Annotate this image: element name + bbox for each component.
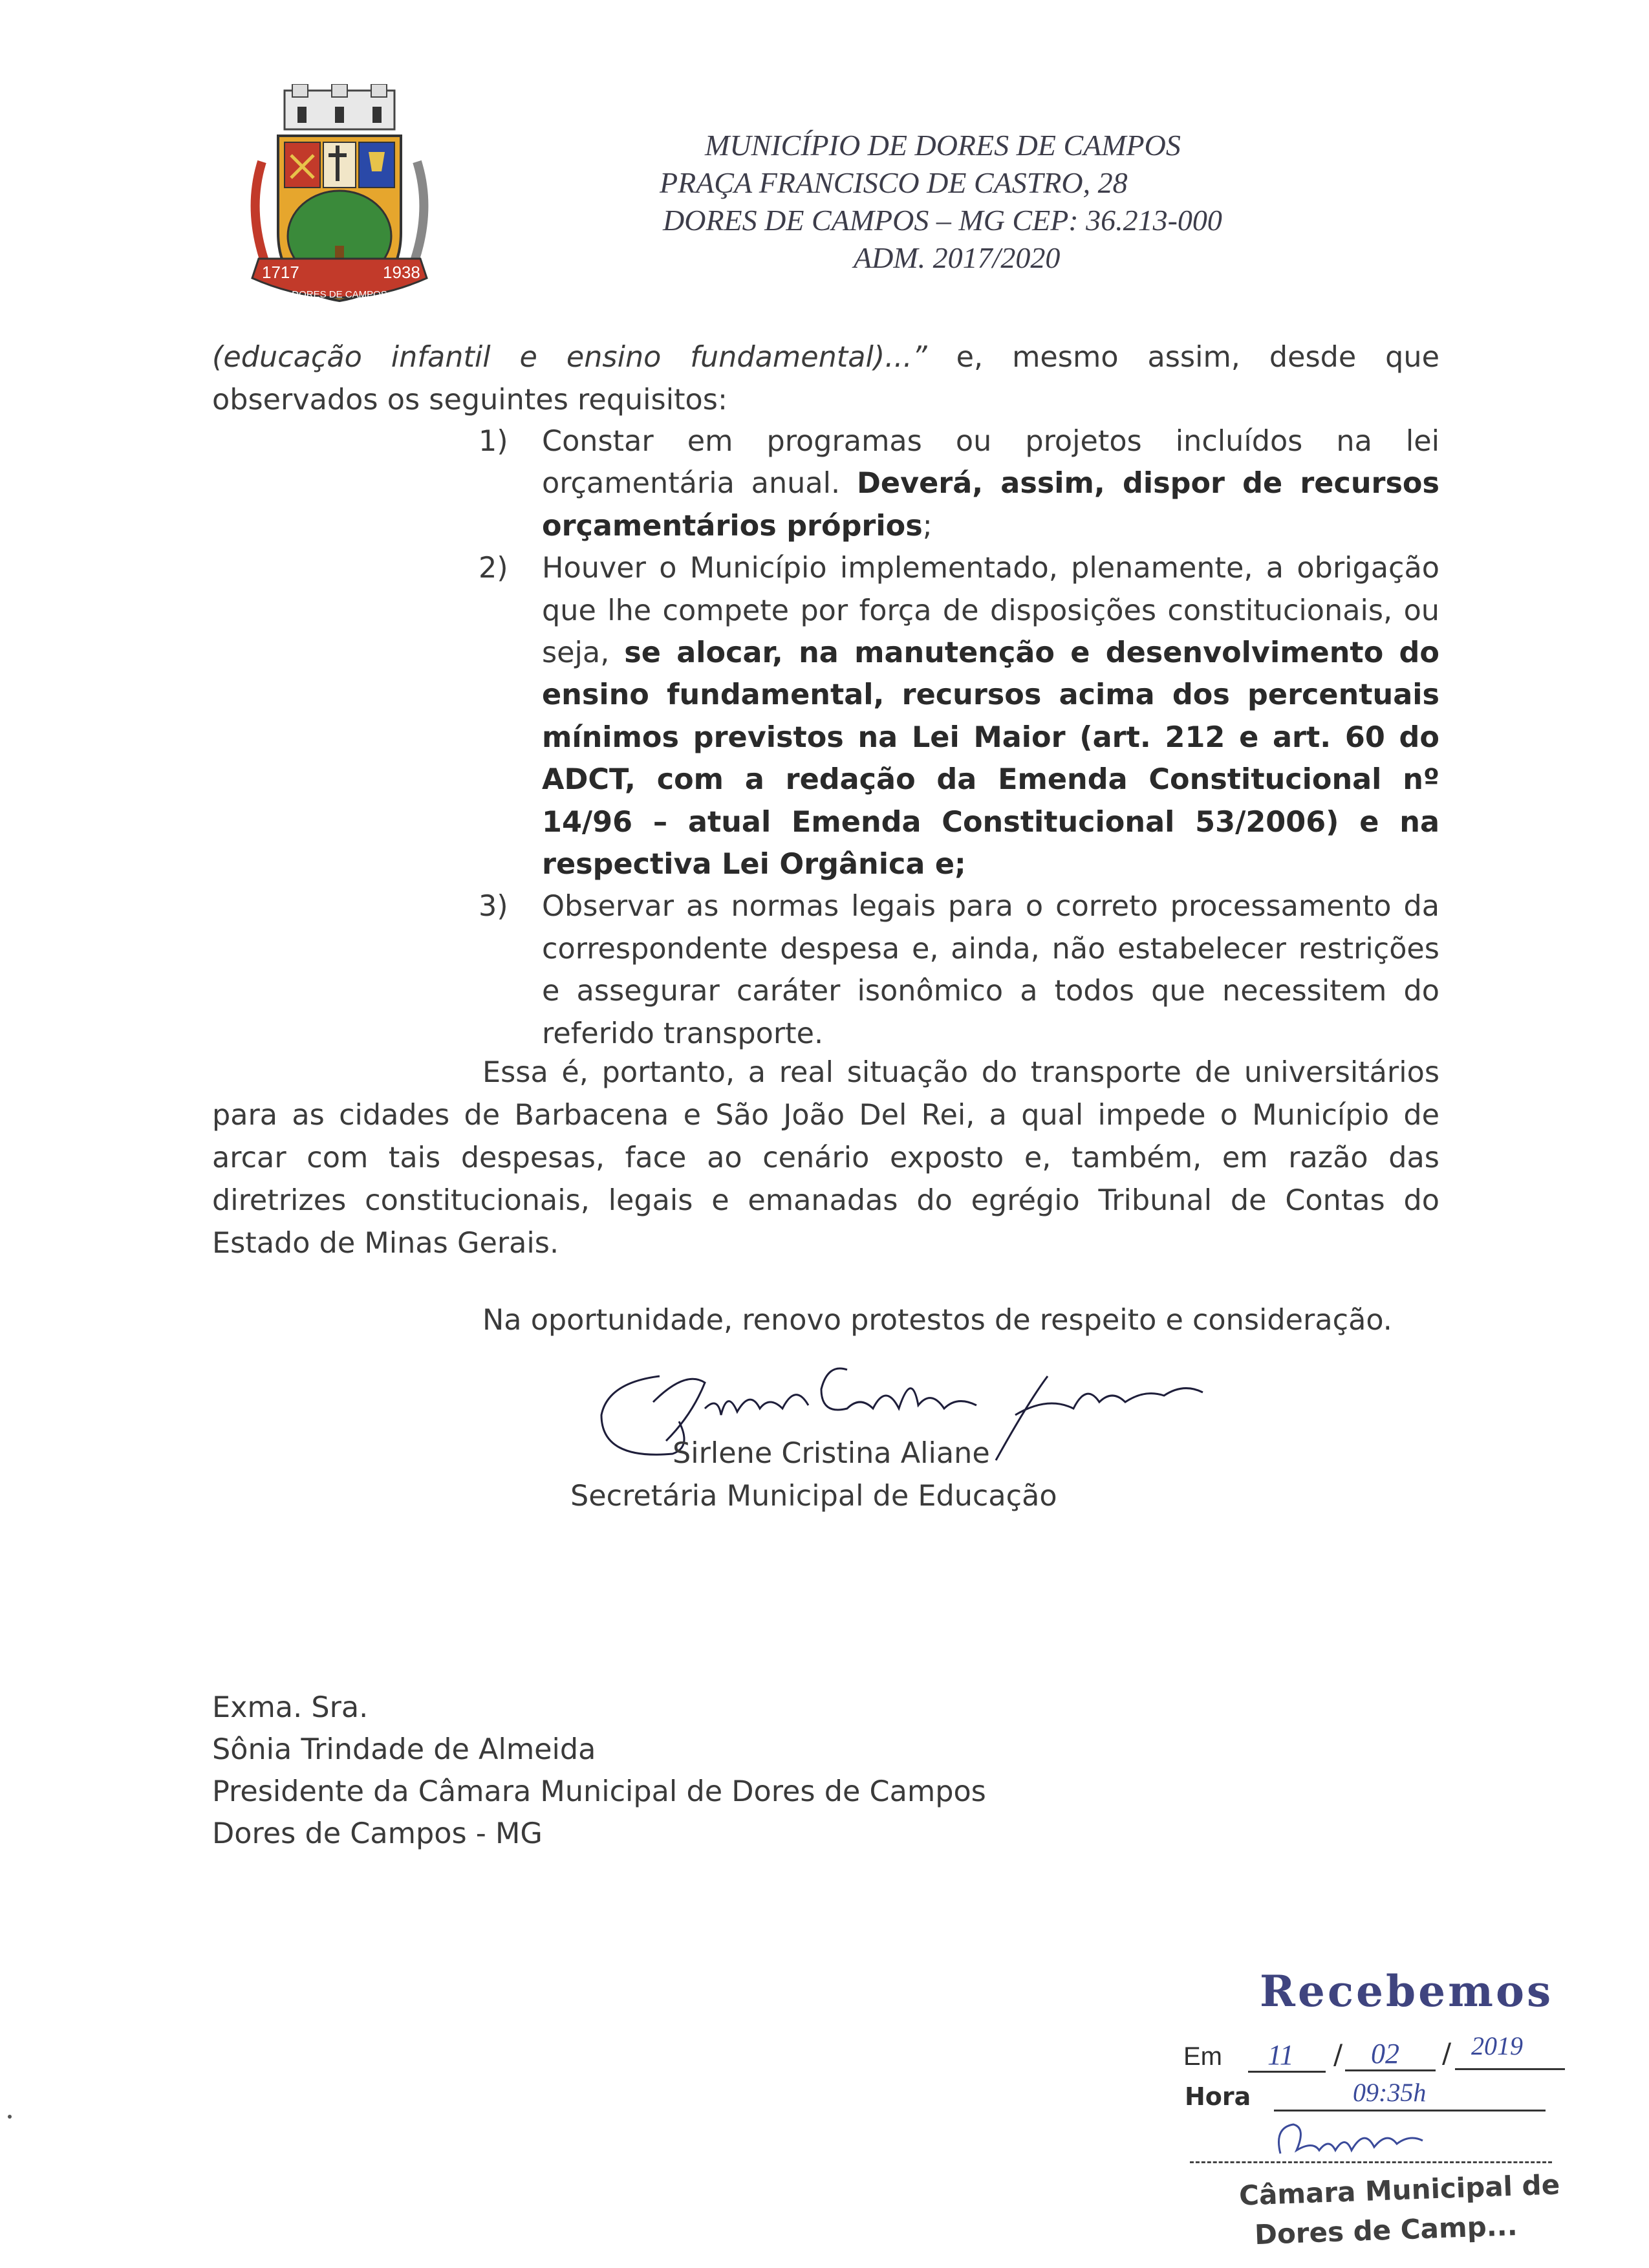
list-item-text: Houver o Município implementado, plenamente, a obrigação que lhe compete por força de disposições constitucionais, ou seja,: [542, 552, 1439, 670]
body-line-2: para as cidades de Barbacena e São João Del Rei, a qual impede o Município de: [212, 1099, 1439, 1132]
stamp-date-separator: /: [1333, 2038, 1343, 2070]
body-line-3: arcar com tais despesas, face ao cenário exposto e, também, em razão das: [212, 1141, 1439, 1174]
intro-line-1: [212, 336, 1439, 379]
stamp-org-line-1: Câmara Municipal de: [1238, 2168, 1560, 2212]
closing-sentence: Na oportunidade, renovo protestos de respeito e consideração.: [482, 1304, 1392, 1337]
list-item-text: Constar em programas ou projetos incluídos na lei orçamentária anual.: [542, 425, 1439, 501]
scan-speck: [8, 2115, 12, 2119]
received-stamp: [1183, 1966, 1617, 2263]
signatory-name: Sirlene Cristina Aliane: [673, 1437, 990, 1470]
addressee-salutation: Exma. Sra.: [212, 1691, 369, 1724]
list-item-bold: Deverá, assim, dispor de recursos orçamentários próprios: [542, 467, 1439, 543]
requirements-list: [466, 420, 1439, 1055]
stamp-hora: 09:35h: [1353, 2078, 1427, 2107]
list-item-bold: se alocar, na manutenção e desenvolvimento do ensino fundamental, recursos acima dos percentuais mínimos previstos na Lei Maior (art. 212 e art. 60 do ADCT, com a redação da Emenda Constitucional nº 14/96 – atual Emenda Constitucional 53/2006) e na respectiva Lei Orgânica e;: [542, 636, 1439, 881]
addressee-name: Sônia Trindade de Almeida: [212, 1733, 596, 1766]
stamp-month: 02: [1371, 2038, 1399, 2069]
addressee-title: Presidente da Câmara Municipal de Dores de Campos: [212, 1775, 986, 1808]
coat-year-right: 1938: [383, 263, 420, 282]
letterhead-line-2: PRAÇA FRANCISCO DE CASTRO, 28: [660, 166, 1128, 199]
stamp-year-line: [1455, 2068, 1565, 2070]
stamp-org-line-2: Dores de Camp...: [1254, 2209, 1518, 2251]
list-item: [466, 420, 1439, 547]
body-line-4: diretrizes constitucionais, legais e emanadas do egrégio Tribunal de Contas do: [212, 1184, 1439, 1217]
letterhead-line-3: DORES DE CAMPOS – MG CEP: 36.213-000: [663, 204, 1222, 237]
stamp-date-separator: /: [1442, 2037, 1452, 2069]
letterhead: [634, 127, 1293, 277]
list-item-number: 3): [479, 890, 508, 923]
addressee-block: [212, 1687, 986, 1855]
coat-motto: DORES DE CAMPOS: [292, 289, 387, 300]
list-item-after: ;: [922, 509, 932, 543]
list-item: [466, 885, 1439, 1055]
list-item: [466, 547, 1439, 885]
stamp-em-label: Em: [1183, 2042, 1222, 2071]
intro-quote: (educação infantil e ensino fundamental)...”: [212, 341, 927, 374]
intro-paragraph: [212, 336, 1439, 422]
addressee-city: Dores de Campos - MG: [212, 1817, 543, 1850]
list-item-text: Observar as normas legais para o correto processamento da correspondente despesa e, ainda, não estabelecer restrições e assegurar caráter isonômico a todos que necessitem do referido transporte.: [542, 890, 1439, 1050]
coat-year-left: 1717: [262, 263, 299, 282]
stamp-hora-line: [1274, 2110, 1546, 2111]
list-item-number: 2): [479, 552, 508, 585]
coat-of-arms-icon: [233, 84, 446, 317]
stamp-title: Recebemos: [1260, 1966, 1554, 2016]
list-item-number: 1): [479, 425, 508, 458]
body-line-5: Estado de Minas Gerais.: [212, 1227, 559, 1260]
letterhead-line-1: MUNICÍPIO DE DORES DE CAMPOS: [705, 129, 1181, 162]
letterhead-line-4: ADM. 2017/2020: [854, 241, 1061, 274]
signatory-role: Secretária Municipal de Educação: [570, 1480, 1057, 1513]
stamp-year: 2019: [1471, 2031, 1523, 2060]
stamp-signature-icon: [1267, 2115, 1436, 2166]
stamp-hora-label: Hora: [1185, 2082, 1251, 2111]
intro-line-2: observados os seguintes requisitos:: [212, 383, 727, 416]
body-line-1: Essa é, portanto, a real situação do transporte de universitários: [482, 1056, 1439, 1089]
body-paragraph: [212, 1052, 1439, 1265]
stamp-signature-line: [1190, 2161, 1552, 2163]
stamp-day: 11: [1267, 2039, 1294, 2071]
intro-rest: e, mesmo assim, desde que: [927, 341, 1439, 374]
